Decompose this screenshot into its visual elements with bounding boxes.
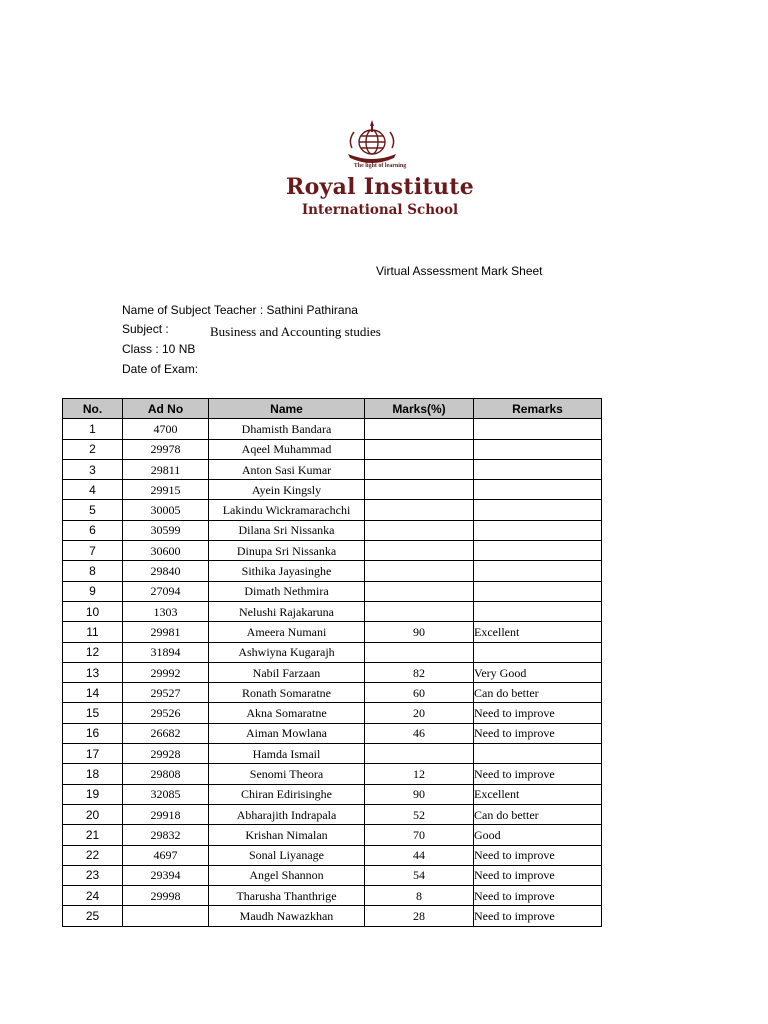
column-header-ad-no: Ad No: [123, 399, 209, 419]
cell-ad-no: 29808: [123, 764, 209, 784]
table-row: [63, 764, 602, 784]
cell-no: 17: [63, 744, 123, 764]
table-row: [63, 845, 602, 865]
column-header-no: No.: [63, 399, 123, 419]
cell-name: Aiman Mowlana: [209, 723, 365, 743]
table-row: [63, 622, 602, 642]
cell-no: 18: [63, 764, 123, 784]
cell-remarks: [474, 480, 602, 500]
cell-remarks: Need to improve: [474, 865, 602, 885]
cell-ad-no: 29918: [123, 804, 209, 824]
cell-name: Nabil Farzaan: [209, 662, 365, 682]
cell-remarks: [474, 419, 602, 439]
cell-name: Lakindu Wickramarachchi: [209, 500, 365, 520]
cell-marks: 8: [365, 886, 474, 906]
school-crest-icon: [344, 118, 400, 166]
cell-ad-no: 29978: [123, 439, 209, 459]
cell-marks: 28: [365, 906, 474, 926]
school-name-line2: International School: [301, 202, 459, 218]
cell-name: Angel Shannon: [209, 865, 365, 885]
cell-no: 12: [63, 642, 123, 662]
table-row: [63, 723, 602, 743]
school-tagline: The light of learning: [353, 163, 407, 169]
cell-no: 11: [63, 622, 123, 642]
cell-marks: 82: [365, 662, 474, 682]
cell-remarks: Good: [474, 825, 602, 845]
column-header-marks: Marks(%): [365, 399, 474, 419]
cell-name: Nelushi Rajakaruna: [209, 601, 365, 621]
cell-ad-no: [123, 906, 209, 926]
cell-no: 13: [63, 662, 123, 682]
cell-ad-no: 1303: [123, 601, 209, 621]
cell-marks: 54: [365, 865, 474, 885]
cell-remarks: [474, 601, 602, 621]
cell-remarks: [474, 581, 602, 601]
cell-no: 7: [63, 541, 123, 561]
cell-no: 21: [63, 825, 123, 845]
cell-ad-no: 29526: [123, 703, 209, 723]
cell-name: Senomi Theora: [209, 764, 365, 784]
cell-no: 20: [63, 804, 123, 824]
cell-name: Sithika Jayasinghe: [209, 561, 365, 581]
cell-name: Maudh Nawazkhan: [209, 906, 365, 926]
table-row: [63, 480, 602, 500]
cell-name: Ameera Numani: [209, 622, 365, 642]
cell-ad-no: 4700: [123, 419, 209, 439]
table-row: [63, 703, 602, 723]
cell-remarks: Excellent: [474, 622, 602, 642]
cell-marks: 12: [365, 764, 474, 784]
cell-ad-no: 29981: [123, 622, 209, 642]
cell-marks: 90: [365, 622, 474, 642]
cell-remarks: Can do better: [474, 804, 602, 824]
cell-name: Chiran Edirisinghe: [209, 784, 365, 804]
cell-name: Tharusha Thanthrige: [209, 886, 365, 906]
table-row: [63, 825, 602, 845]
table-row: [63, 500, 602, 520]
cell-ad-no: 31894: [123, 642, 209, 662]
school-name-line1: Royal Institute: [285, 174, 475, 200]
cell-ad-no: 29811: [123, 459, 209, 479]
cell-name: Sonal Liyanage: [209, 845, 365, 865]
cell-ad-no: 32085: [123, 784, 209, 804]
cell-remarks: Can do better: [474, 683, 602, 703]
cell-no: 24: [63, 886, 123, 906]
cell-remarks: Need to improve: [474, 723, 602, 743]
cell-no: 15: [63, 703, 123, 723]
column-header-remarks: Remarks: [474, 399, 602, 419]
sheet-title: Virtual Assessment Mark Sheet: [376, 264, 543, 278]
cell-marks: [365, 581, 474, 601]
cell-name: Hamda Ismail: [209, 744, 365, 764]
cell-remarks: [474, 744, 602, 764]
cell-remarks: [474, 520, 602, 540]
cell-marks: [365, 561, 474, 581]
subject-value: Business and Accounting studies: [210, 324, 381, 339]
cell-name: Dhamisth Bandara: [209, 419, 365, 439]
cell-remarks: Very Good: [474, 662, 602, 682]
cell-remarks: [474, 561, 602, 581]
cell-remarks: [474, 500, 602, 520]
table-row: [63, 683, 602, 703]
cell-no: 9: [63, 581, 123, 601]
cell-remarks: Need to improve: [474, 764, 602, 784]
table-row: [63, 804, 602, 824]
table-header-row: [63, 399, 602, 419]
table-row: [63, 601, 602, 621]
table-row: [63, 581, 602, 601]
cell-remarks: [474, 459, 602, 479]
cell-no: 22: [63, 845, 123, 865]
teacher-name: Name of Subject Teacher : Sathini Pathirana: [122, 303, 358, 317]
cell-remarks: Need to improve: [474, 703, 602, 723]
cell-ad-no: 30005: [123, 500, 209, 520]
table-row: [63, 906, 602, 926]
cell-no: 2: [63, 439, 123, 459]
cell-ad-no: 29840: [123, 561, 209, 581]
cell-ad-no: 30600: [123, 541, 209, 561]
table-row: [63, 419, 602, 439]
cell-name: Ronath Somaratne: [209, 683, 365, 703]
cell-remarks: Need to improve: [474, 906, 602, 926]
cell-marks: [365, 459, 474, 479]
cell-ad-no: 29998: [123, 886, 209, 906]
cell-no: 4: [63, 480, 123, 500]
cell-remarks: [474, 642, 602, 662]
cell-no: 23: [63, 865, 123, 885]
cell-ad-no: 26682: [123, 723, 209, 743]
cell-ad-no: 30599: [123, 520, 209, 540]
table-row: [63, 744, 602, 764]
cell-no: 10: [63, 601, 123, 621]
cell-marks: [365, 480, 474, 500]
cell-no: 25: [63, 906, 123, 926]
table-row: [63, 520, 602, 540]
table-row: [63, 865, 602, 885]
cell-no: 16: [63, 723, 123, 743]
exam-date-label: Date of Exam:: [122, 362, 199, 376]
cell-no: 6: [63, 520, 123, 540]
cell-marks: [365, 419, 474, 439]
cell-ad-no: 29832: [123, 825, 209, 845]
cell-no: 3: [63, 459, 123, 479]
cell-marks: [365, 601, 474, 621]
cell-name: Abharajith Indrapala: [209, 804, 365, 824]
cell-marks: 44: [365, 845, 474, 865]
cell-ad-no: 29527: [123, 683, 209, 703]
column-header-name: Name: [209, 399, 365, 419]
cell-name: Krishan Nimalan: [209, 825, 365, 845]
cell-remarks: [474, 439, 602, 459]
cell-name: Dilana Sri Nissanka: [209, 520, 365, 540]
subject-label: Subject :: [122, 322, 169, 336]
cell-no: 19: [63, 784, 123, 804]
cell-ad-no: 4697: [123, 845, 209, 865]
cell-no: 5: [63, 500, 123, 520]
cell-ad-no: 27094: [123, 581, 209, 601]
marks-table: [62, 398, 602, 927]
class-label: Class : 10 NB: [122, 342, 196, 356]
cell-ad-no: 29394: [123, 865, 209, 885]
cell-no: 8: [63, 561, 123, 581]
cell-marks: 60: [365, 683, 474, 703]
table-row: [63, 886, 602, 906]
table-row: [63, 439, 602, 459]
cell-name: Anton Sasi Kumar: [209, 459, 365, 479]
cell-marks: 52: [365, 804, 474, 824]
cell-name: Ashwiyna Kugarajh: [209, 642, 365, 662]
cell-no: 1: [63, 419, 123, 439]
cell-ad-no: 29915: [123, 480, 209, 500]
cell-marks: [365, 439, 474, 459]
cell-marks: 20: [365, 703, 474, 723]
cell-remarks: Need to improve: [474, 845, 602, 865]
cell-name: Dimath Nethmira: [209, 581, 365, 601]
cell-marks: [365, 520, 474, 540]
table-row: [63, 541, 602, 561]
table-row: [63, 662, 602, 682]
cell-no: 14: [63, 683, 123, 703]
cell-marks: [365, 744, 474, 764]
cell-marks: 70: [365, 825, 474, 845]
cell-name: Dinupa Sri Nissanka: [209, 541, 365, 561]
school-logo: [270, 118, 490, 226]
cell-name: Akna Somaratne: [209, 703, 365, 723]
cell-remarks: Need to improve: [474, 886, 602, 906]
cell-name: Aqeel Muhammad: [209, 439, 365, 459]
table-row: [63, 784, 602, 804]
cell-marks: [365, 642, 474, 662]
cell-marks: [365, 500, 474, 520]
cell-ad-no: 29992: [123, 662, 209, 682]
table-row: [63, 561, 602, 581]
cell-ad-no: 29928: [123, 744, 209, 764]
cell-name: Ayein Kingsly: [209, 480, 365, 500]
cell-marks: 46: [365, 723, 474, 743]
cell-remarks: Excellent: [474, 784, 602, 804]
cell-remarks: [474, 541, 602, 561]
cell-marks: [365, 541, 474, 561]
cell-marks: 90: [365, 784, 474, 804]
table-row: [63, 642, 602, 662]
table-row: [63, 459, 602, 479]
